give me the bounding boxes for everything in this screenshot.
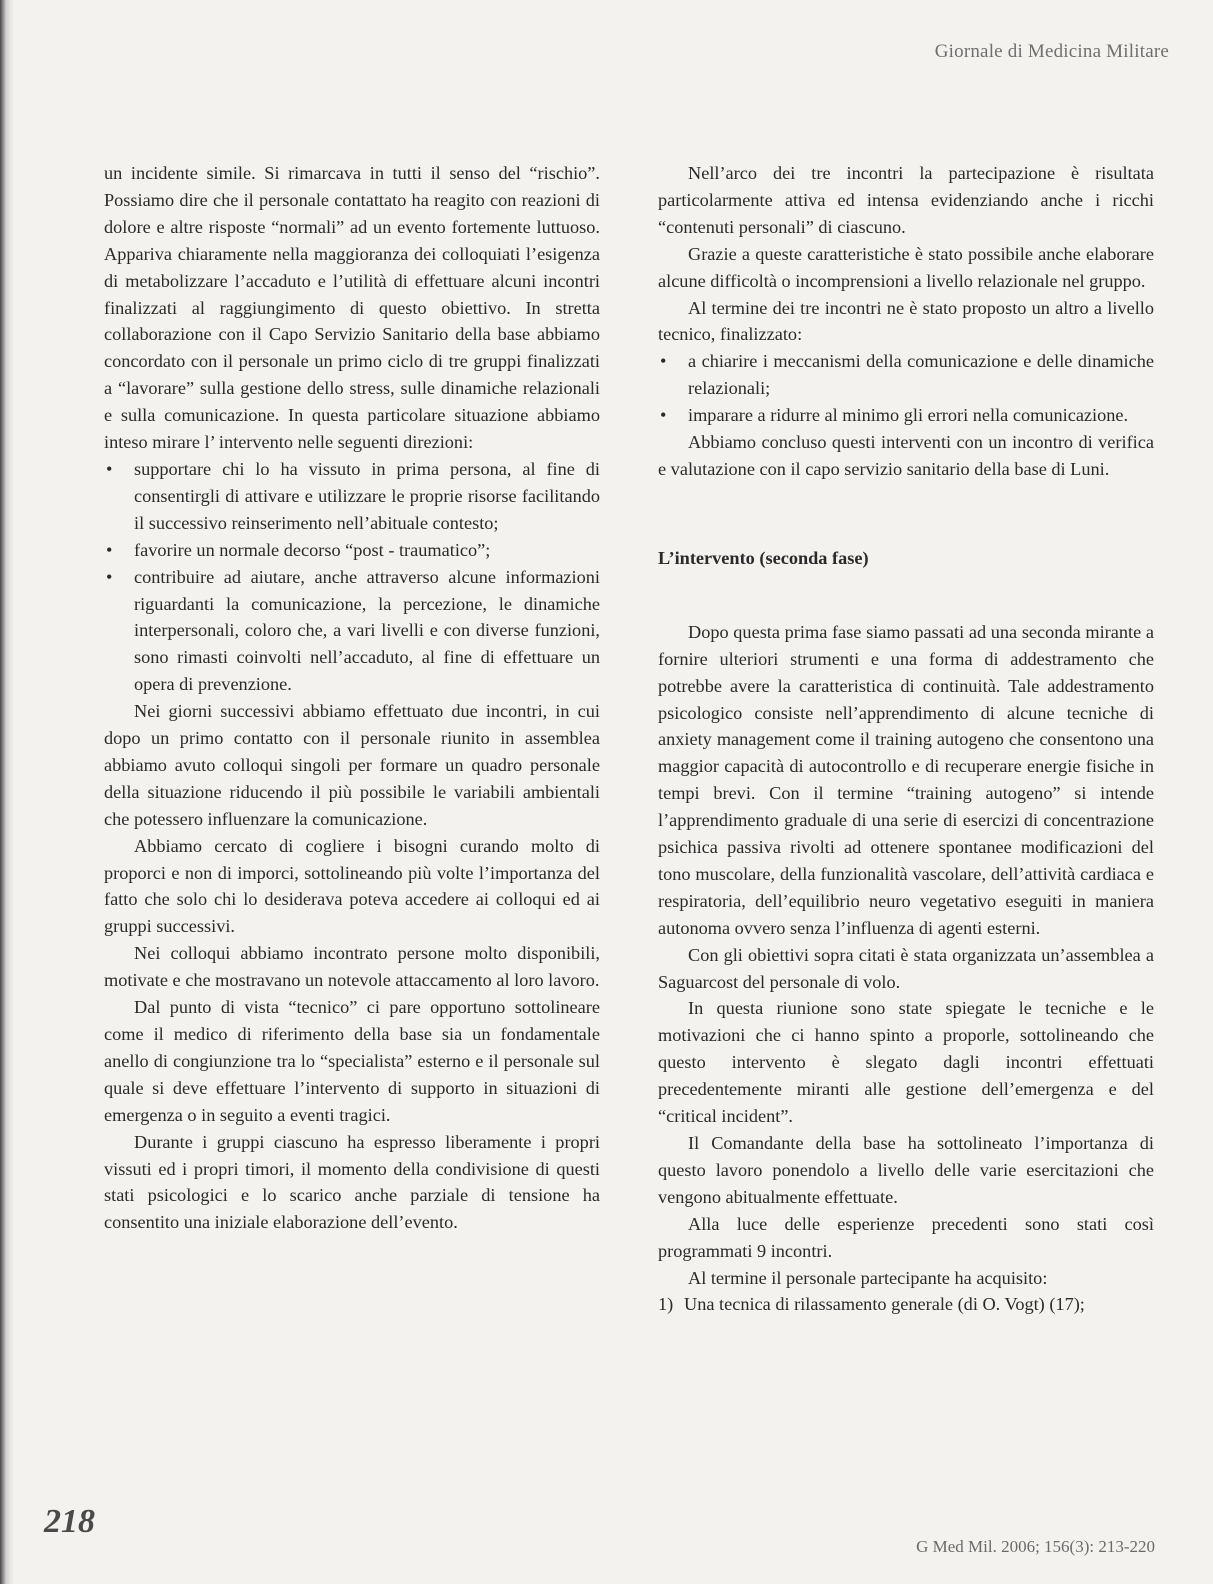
list-item: • imparare a ridurre al minimo gli errori nella comunicazione. [658, 402, 1154, 429]
list-item: • a chiarire i meccanismi della comunicazione e delle dinamiche relazionali; [658, 348, 1154, 402]
paragraph: Dal punto di vista “tecnico” ci pare opportuno sottolineare come il medico di riferimento della base sia un fondamentale anello di congiunzione tra lo “specialista” esterno e il personale sul quale si deve effettuare l’intervento di supporto in situazioni di emergenza o in seguito a eventi tragici. [104, 997, 600, 1125]
paragraph: Abbiamo concluso questi interventi con un incontro di verifica e valutazione con il capo servizio sanitario della base di Luni. [658, 432, 1154, 479]
paragraph: Nei colloqui abbiamo incontrato persone molto disponibili, motivate e che mostravano un notevole attaccamento al loro lavoro. [104, 943, 600, 991]
section-heading: L’intervento (seconda fase) [658, 547, 869, 568]
paragraph: In questa riunione sono state spiegate le tecniche e le motivazioni che ci hanno spinto a proporle, sottolineando che questo intervento è slegato dagli incontri effettuati precedentemente miranti alle gestione dell’emergenza e del “critical incident”. [658, 998, 1154, 1127]
list-item: • supportare chi lo ha vissuto in prima persona, al fine di consentirgli di attivare e utilizzare le proprie risorse facilitando il successivo reinserimento nell’abituale contesto; [104, 456, 600, 537]
right-column [658, 160, 1154, 1318]
list-item-text: Una tecnica di rilassamento generale (di O. Vogt) (17); [684, 1294, 1085, 1315]
bullet-list [104, 456, 600, 698]
paragraph: Al termine il personale partecipante ha acquisito: [688, 1267, 1048, 1288]
paragraph: Nei giorni successivi abbiamo effettuato due incontri, in cui dopo un primo contatto con il personale riunito in assemblea abbiamo avuto colloqui singoli per formare un quadro personale della situazione riducendo il più possibile le variabili ambientali che potessero influenzare la comunicazione. [104, 701, 600, 829]
left-column [104, 160, 600, 1236]
running-head-journal-title: Giornale di Medicina Militare [934, 41, 1169, 62]
journal-citation: G Med Mil. 2006; 156(3): 213-220 [916, 1537, 1155, 1556]
list-item [658, 1291, 1154, 1318]
list-number: 1) [658, 1294, 674, 1315]
paragraph: Nell’arco dei tre incontri la partecipazione è risultata particolarmente attiva ed intensa evidenziando anche i ricchi “contenuti personali” di ciascuno. [658, 163, 1154, 237]
paragraph: Il Comandante della base ha sottolineato l’importanza di questo lavoro ponendolo a livello delle varie esercitazioni che vengono abitualmente effettuate. [658, 1133, 1154, 1207]
list-item: • favorire un normale decorso “post - traumatico”; [104, 537, 600, 564]
page-spine-shadow [0, 0, 14, 1584]
paragraph: Al termine dei tre incontri ne è stato proposto un altro a livello tecnico, finalizzato: [658, 297, 1154, 345]
paragraph: Dopo questa prima fase siamo passati ad una seconda mirante a fornire ulteriori strumenti e una forma di addestramento che potrebbe avere la caratteristica di continuità. Tale addestramento psicologico consiste nell’apprendimento di alcune tecniche di anxiety management come il training autogeno che consentono una maggior capacità di autocontrollo e di recuperare energie fisiche in tempi brevi. Con il termine “training autogeno” si intende l’apprendimento graduale di una serie di esercizi di concentrazione psichica passiva rivolti ad ottenere spontanee modificazioni del tono muscolare, della funzionalità vascolare, dell’attività cardiaca e respiratoria, dell’equilibrio neuro vegetativo eseguiti in maniera autonoma ovvero senza l’influenza di agenti esterni. [658, 621, 1154, 938]
paragraph: Durante i gruppi ciascuno ha espresso liberamente i propri vissuti ed i propri timori, il momento della condivisione di questi stati psicologici e lo scarico anche parziale di tensione ha consentito una iniziale elaborazione dell’evento. [104, 1131, 600, 1233]
list-item: • contribuire ad aiutare, anche attraverso alcune informazioni riguardanti la comunicazione, la percezione, le dinamiche interpersonali, coloro che, a vari livelli e con diverse funzioni, sono rimasti coinvolti nell’accaduto, al fine di effettuare un opera di prevenzione. [104, 564, 600, 699]
paragraph: Grazie a queste caratteristiche è stato possibile anche elaborare alcune difficoltà o incomprensioni a livello relazionale nel gruppo. [658, 243, 1154, 291]
paragraph: Alla luce delle esperienze precedenti sono stati così programmati 9 incontri. [658, 1213, 1154, 1261]
page-number: 218 [44, 1503, 95, 1540]
bullet-list [658, 348, 1154, 429]
paragraph: un incidente simile. Si rimarcava in tutti il senso del “rischio”. Possiamo dire che il personale contattato ha reagito con reazioni di dolore e altre risposte “normali” ad un evento fortemente luttuoso. Appariva chiaramente nella maggioranza dei colloquiati l’esigenza di metabolizzare l’accaduto e l’utilità di effettuare alcuni incontri finalizzati al raggiungimento di questo obiettivo. In stretta collaborazione con il Capo Servizio Sanitario della base abbiamo concordato con il personale un primo ciclo di tre gruppi finalizzati a “lavorare” sulla gestione dello stress, sulle dinamiche relazionali e sulla comunicazione. In questa particolare situazione abbiamo inteso mirare l’ intervento nelle seguenti direzioni: [104, 163, 600, 453]
paragraph: Abbiamo cercato di cogliere i bisogni curando molto di proporci e non di imporci, sottolineando più volte l’importanza del fatto che solo chi lo desiderava poteva accedere ai colloqui ed ai gruppi successivi. [104, 835, 600, 937]
numbered-list [658, 1291, 1154, 1318]
paragraph: Con gli obiettivi sopra citati è stata organizzata un’assemblea a Saguarcost del personale di volo. [658, 944, 1154, 992]
